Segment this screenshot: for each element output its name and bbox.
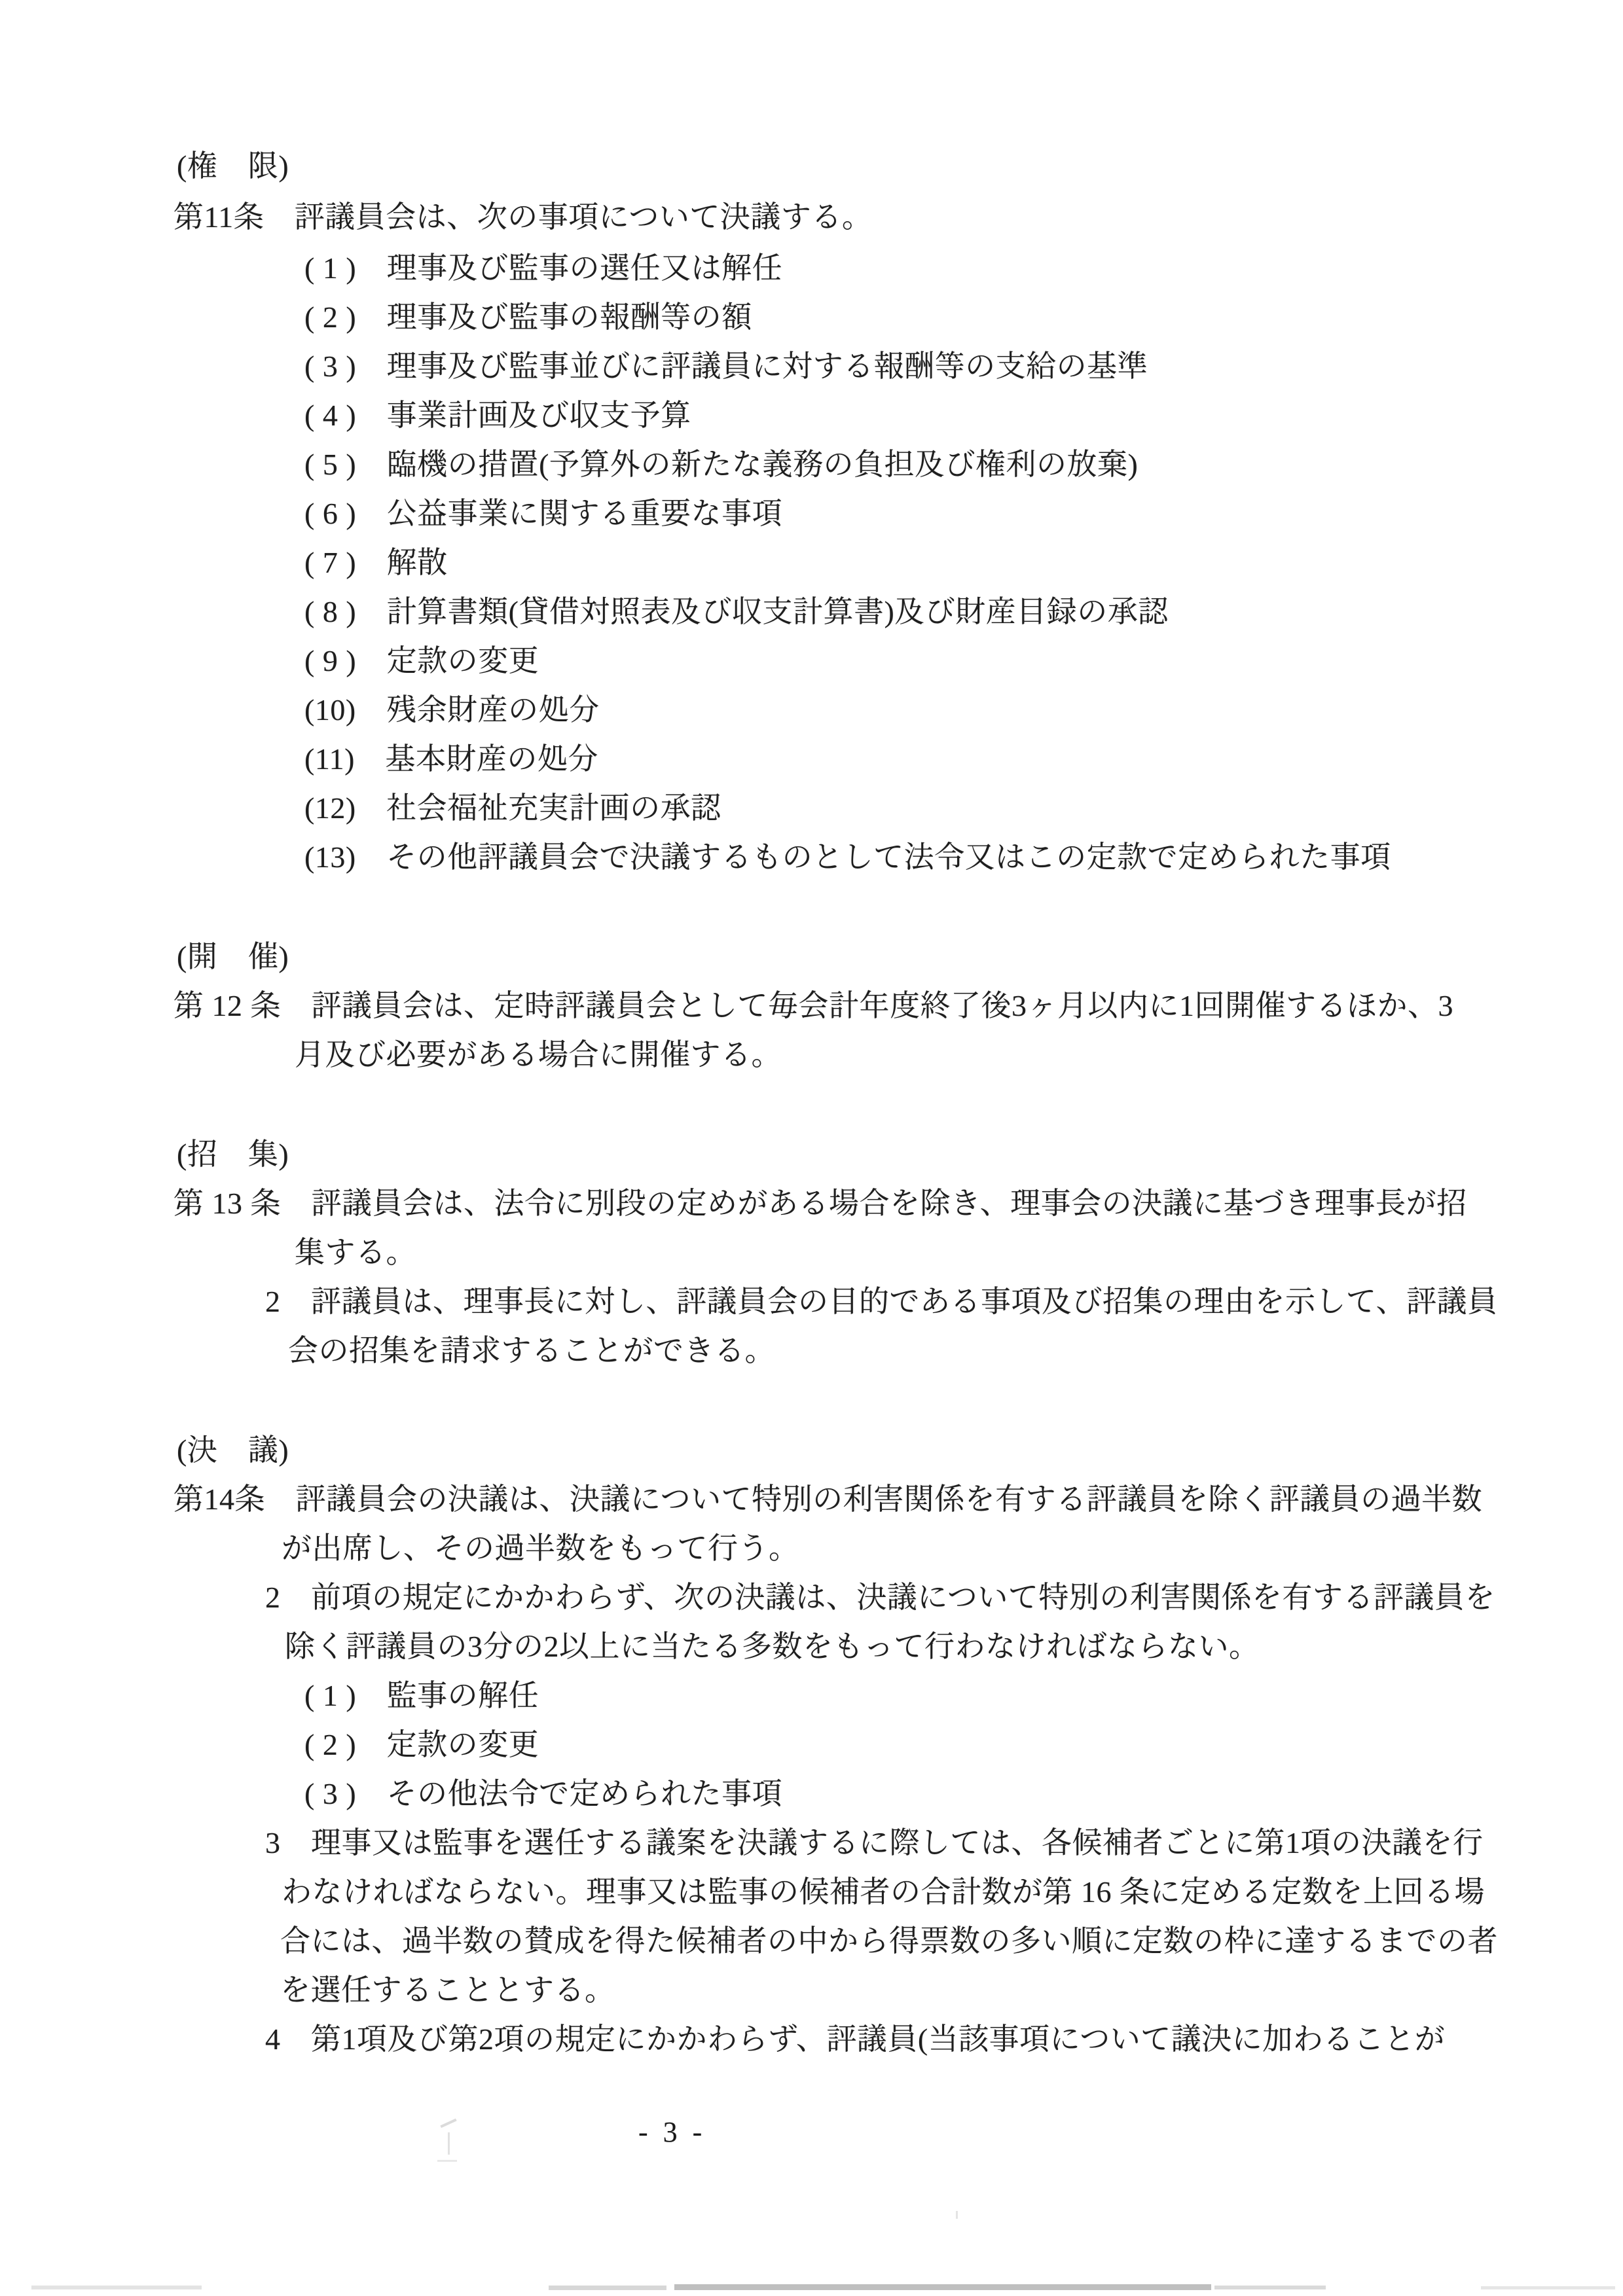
section-label: (招 集) [177,1138,289,1171]
sub-clause: 3 理事又は監事を選任する議案を決議するに際しては、各候補者ごとに第1項の決議を行 [265,1826,1484,1859]
list-item: (10) 残余財産の処分 [304,693,600,726]
scan-artifact-line [31,2286,202,2289]
continuation-line: 除く評議員の3分の2以上に当たる多数をもって行わなければならない。 [285,1630,1260,1663]
continuation-line: 合には、過半数の賛成を得た候補者の中から得票数の多い順に定数の枠に達するまでの者 [280,1924,1498,1958]
section-label: (決 議) [177,1433,289,1467]
scan-artifact [956,2211,958,2219]
scan-artifact-line [674,2284,1211,2290]
section-label: (開 催) [177,940,289,973]
list-item: ( 8 ) 計算書類(貸借対照表及び収支計算書)及び財産目録の承認 [304,595,1169,628]
list-item: ( 1 ) 理事及び監事の選任又は解任 [304,251,783,285]
list-item: ( 5 ) 臨機の措置(予算外の新たな義務の負担及び権利の放棄) [304,448,1139,481]
continuation-line: わなければならない。理事又は監事の候補者の合計数が第 16 条に定める定数を上回る場 [282,1875,1485,1909]
scan-smudge [437,2160,457,2162]
list-item: (13) その他評議員会で決議するものとして法令又はこの定款で定められた事項 [304,840,1391,874]
list-item: ( 9 ) 定款の変更 [304,644,539,677]
sub-clause: 2 前項の規定にかかわらず、次の決議は、決議について特別の利害関係を有する評議員を [265,1581,1495,1614]
sub-clause: 4 第1項及び第2項の規定にかかわらず、評議員(当該事項について議決に加わることが [265,2022,1446,2056]
list-item: ( 6 ) 公益事業に関する重要な事項 [304,497,783,530]
article-line: 第14条 評議員会の決議は、決議について特別の利害関係を有する評議員を除く評議員の過半数 [173,1482,1483,1516]
list-item: ( 3 ) その他法令で定められた事項 [304,1777,783,1810]
continuation-line: 会の招集を請求することができる。 [288,1334,775,1367]
scan-smudge [448,2132,450,2155]
scan-artifact-line [1481,2286,1615,2289]
article-line: 第11条 評議員会は、次の事項について決議する。 [173,200,873,234]
scan-smudge [440,2119,456,2128]
list-item: (12) 社会福祉充実計画の承認 [304,791,721,825]
list-item: ( 2 ) 定款の変更 [304,1728,539,1761]
section-label: (権 限) [177,149,289,183]
page-number: - 3 - [638,2116,706,2148]
continuation-line: が出席し、その過半数をもって行う。 [282,1532,799,1565]
continuation-line: 集する。 [295,1236,416,1269]
continuation-line: 月及び必要がある場合に開催する。 [295,1038,782,1071]
scan-artifact-line [549,2286,666,2290]
sub-clause: 2 評議員は、理事長に対し、評議員会の目的である事項及び招集の理由を示して、評議員 [265,1285,1498,1318]
list-item: (11) 基本財産の処分 [304,742,598,776]
list-item: ( 2 ) 理事及び監事の報酬等の額 [304,300,752,334]
article-line: 第 13 条 評議員会は、法令に別段の定めがある場合を除き、理事会の決議に基づき理事長が招 [173,1187,1467,1220]
list-item: ( 7 ) 解散 [304,546,448,579]
list-item: ( 3 ) 理事及び監事並びに評議員に対する報酬等の支給の基準 [304,350,1148,383]
list-item: ( 4 ) 事業計画及び収支予算 [304,399,691,432]
scan-artifact-line [1214,2286,1326,2289]
continuation-line: を選任することとする。 [280,1973,615,2007]
article-line: 第 12 条 評議員会は、定時評議員会として毎会計年度終了後3ヶ月以内に1回開催するほか、3 [173,989,1453,1022]
list-item: ( 1 ) 監事の解任 [304,1679,539,1712]
